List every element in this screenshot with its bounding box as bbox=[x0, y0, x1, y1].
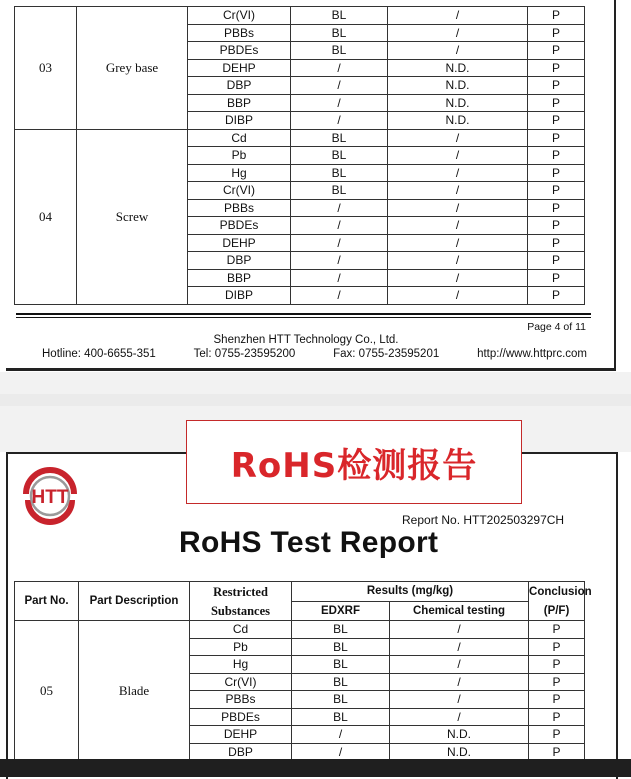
part-description-cell: Grey base bbox=[77, 7, 188, 130]
viewer-bottom-bar bbox=[0, 759, 631, 777]
report-number: Report No. HTT202503297CH bbox=[402, 513, 565, 527]
substance-cell: PBBs bbox=[188, 24, 291, 42]
substance-cell: Hg bbox=[190, 656, 292, 674]
substance-cell: PBBs bbox=[188, 199, 291, 217]
conclusion-cell: P bbox=[528, 234, 585, 252]
substance-cell: DBP bbox=[188, 252, 291, 270]
report-page-4 bbox=[6, 0, 616, 371]
chemical-cell: N.D. bbox=[390, 743, 529, 761]
website-link[interactable]: http://www.httprc.com bbox=[477, 348, 587, 360]
conclusion-cell: P bbox=[529, 656, 585, 674]
substance-cell: PBDEs bbox=[188, 217, 291, 235]
chemical-cell: / bbox=[388, 287, 528, 305]
part-no-cell: 03 bbox=[15, 7, 77, 130]
chemical-cell: / bbox=[388, 7, 528, 25]
chemical-cell: N.D. bbox=[388, 112, 528, 130]
conclusion-cell: P bbox=[528, 182, 585, 200]
edxrf-cell: / bbox=[292, 726, 390, 744]
hotline-text: Hotline: 400-6655-351 bbox=[42, 348, 156, 360]
chemical-cell: / bbox=[388, 42, 528, 60]
header-conclusion-line2: (P/F) bbox=[529, 601, 585, 621]
table-row bbox=[15, 621, 585, 639]
conclusion-cell: P bbox=[529, 691, 585, 709]
edxrf-cell: BL bbox=[292, 708, 390, 726]
substance-cell: DBP bbox=[190, 743, 292, 761]
substance-cell: BBP bbox=[188, 94, 291, 112]
edxrf-cell: / bbox=[291, 77, 388, 95]
conclusion-cell: P bbox=[528, 217, 585, 235]
edxrf-cell: BL bbox=[291, 164, 388, 182]
table-row bbox=[15, 129, 585, 147]
conclusion-cell: P bbox=[529, 743, 585, 761]
part-no-cell: 04 bbox=[15, 129, 77, 304]
chemical-cell: / bbox=[390, 708, 529, 726]
substance-cell: PBDEs bbox=[190, 708, 292, 726]
edxrf-cell: BL bbox=[291, 24, 388, 42]
report-title: RoHS Test Report bbox=[179, 526, 439, 559]
edxrf-cell: BL bbox=[292, 691, 390, 709]
conclusion-cell: P bbox=[528, 287, 585, 305]
edxrf-cell: BL bbox=[292, 621, 390, 639]
conclusion-cell: P bbox=[528, 42, 585, 60]
chemical-cell: / bbox=[388, 234, 528, 252]
header-restricted-line1: Restricted bbox=[190, 582, 292, 602]
chemical-cell: N.D. bbox=[388, 59, 528, 77]
header-restricted-line2: Substances bbox=[190, 601, 292, 621]
substance-cell: DEHP bbox=[188, 234, 291, 252]
conclusion-cell: P bbox=[528, 24, 585, 42]
edxrf-cell: BL bbox=[292, 656, 390, 674]
edxrf-cell: / bbox=[291, 59, 388, 77]
conclusion-cell: P bbox=[528, 269, 585, 287]
chemical-cell: / bbox=[388, 269, 528, 287]
conclusion-cell: P bbox=[529, 708, 585, 726]
substance-cell: Hg bbox=[188, 164, 291, 182]
chemical-cell: / bbox=[388, 252, 528, 270]
conclusion-cell: P bbox=[528, 94, 585, 112]
conclusion-cell: P bbox=[528, 252, 585, 270]
edxrf-cell: BL bbox=[292, 673, 390, 691]
conclusion-cell: P bbox=[528, 59, 585, 77]
conclusion-cell: P bbox=[529, 726, 585, 744]
conclusion-cell: P bbox=[528, 112, 585, 130]
part-description-cell: Screw bbox=[77, 129, 188, 304]
footer-rule bbox=[16, 313, 591, 315]
substance-cell: Pb bbox=[190, 638, 292, 656]
conclusion-cell: P bbox=[528, 147, 585, 165]
company-name: Shenzhen HTT Technology Co., Ltd. bbox=[213, 334, 399, 346]
substance-cell: Cd bbox=[188, 129, 291, 147]
substance-cell: Cr(VI) bbox=[190, 673, 292, 691]
header-part-description: Part Description bbox=[79, 582, 190, 621]
chemical-cell: / bbox=[390, 621, 529, 639]
conclusion-cell: P bbox=[528, 129, 585, 147]
edxrf-cell: BL bbox=[292, 638, 390, 656]
edxrf-cell: / bbox=[291, 112, 388, 130]
conclusion-cell: P bbox=[529, 638, 585, 656]
chemical-cell: N.D. bbox=[388, 77, 528, 95]
htt-logo-icon bbox=[18, 464, 82, 520]
tel-text: Tel: 0755-23595200 bbox=[193, 348, 296, 360]
substance-cell: Cr(VI) bbox=[188, 7, 291, 25]
results-table-page-5 bbox=[14, 581, 592, 761]
chemical-cell: / bbox=[388, 147, 528, 165]
chemical-cell: / bbox=[390, 638, 529, 656]
edxrf-cell: / bbox=[291, 199, 388, 217]
substance-cell: DIBP bbox=[188, 112, 291, 130]
edxrf-cell: / bbox=[291, 269, 388, 287]
fax-text: Fax: 0755-23595201 bbox=[333, 348, 440, 360]
part-description-cell: Blade bbox=[79, 621, 190, 761]
substance-cell: PBDEs bbox=[188, 42, 291, 60]
page-number: Page 4 of 11 bbox=[527, 321, 586, 333]
edxrf-cell: BL bbox=[291, 129, 388, 147]
table-row bbox=[15, 7, 585, 25]
results-table-page-4 bbox=[14, 6, 585, 305]
header-edxrf: EDXRF bbox=[292, 601, 390, 621]
conclusion-cell: P bbox=[528, 199, 585, 217]
edxrf-cell: / bbox=[291, 252, 388, 270]
banner-title: RoHS检测报告 bbox=[230, 445, 478, 486]
part-no-cell: 05 bbox=[15, 621, 79, 761]
chemical-cell: / bbox=[388, 24, 528, 42]
header-chemical-testing: Chemical testing bbox=[390, 601, 529, 621]
edxrf-cell: / bbox=[291, 234, 388, 252]
chemical-cell: / bbox=[388, 164, 528, 182]
substance-cell: DBP bbox=[188, 77, 291, 95]
header-conclusion-line1: Conclusion bbox=[529, 582, 585, 602]
edxrf-cell: BL bbox=[291, 42, 388, 60]
chemical-cell: / bbox=[390, 673, 529, 691]
rohs-banner bbox=[186, 420, 522, 504]
logo-text: HTT bbox=[31, 487, 69, 508]
chemical-cell: / bbox=[388, 199, 528, 217]
edxrf-cell: / bbox=[291, 217, 388, 235]
substance-cell: DIBP bbox=[188, 287, 291, 305]
conclusion-cell: P bbox=[528, 164, 585, 182]
header-results: Results (mg/kg) bbox=[292, 582, 529, 602]
footer-contacts bbox=[42, 348, 587, 360]
substance-cell: Cr(VI) bbox=[188, 182, 291, 200]
edxrf-cell: BL bbox=[291, 147, 388, 165]
substance-cell: DEHP bbox=[190, 726, 292, 744]
chemical-cell: N.D. bbox=[388, 94, 528, 112]
conclusion-cell: P bbox=[528, 7, 585, 25]
conclusion-cell: P bbox=[529, 621, 585, 639]
edxrf-cell: BL bbox=[291, 7, 388, 25]
page-gap-band bbox=[0, 394, 631, 406]
chemical-cell: N.D. bbox=[390, 726, 529, 744]
conclusion-cell: P bbox=[528, 77, 585, 95]
substance-cell: Cd bbox=[190, 621, 292, 639]
edxrf-cell: / bbox=[291, 94, 388, 112]
header-part-no: Part No. bbox=[15, 582, 79, 621]
substance-cell: Pb bbox=[188, 147, 291, 165]
chemical-cell: / bbox=[390, 691, 529, 709]
substance-cell: DEHP bbox=[188, 59, 291, 77]
substance-cell: PBBs bbox=[190, 691, 292, 709]
chemical-cell: / bbox=[388, 129, 528, 147]
substance-cell: BBP bbox=[188, 269, 291, 287]
edxrf-cell: BL bbox=[291, 182, 388, 200]
edxrf-cell: / bbox=[291, 287, 388, 305]
chemical-cell: / bbox=[388, 217, 528, 235]
chemical-cell: / bbox=[388, 182, 528, 200]
conclusion-cell: P bbox=[529, 673, 585, 691]
edxrf-cell: / bbox=[292, 743, 390, 761]
chemical-cell: / bbox=[390, 656, 529, 674]
footer-rule-thin bbox=[16, 317, 591, 318]
